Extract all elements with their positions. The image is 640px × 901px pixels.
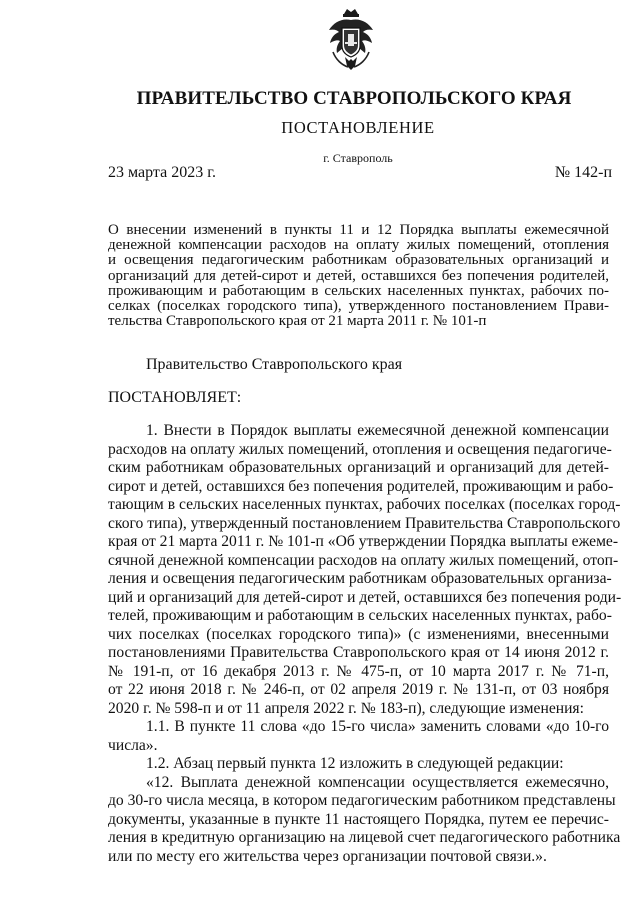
body-line: документы, указанные в пункте 11 настоящего Порядка, путем ее перечис- bbox=[108, 810, 609, 828]
subject-line: и освещения педагогическим работникам образовательных организаций и bbox=[108, 252, 609, 269]
body-line: до 30-го числа месяца, в котором педагогическим работником представлены bbox=[108, 792, 616, 809]
body-line: постановлениями Правительства Ставропольского края от 14 июня 2012 г. bbox=[108, 644, 609, 661]
preamble: Правительство Ставропольского края bbox=[146, 356, 403, 373]
body-line: края от 21 марта 2011 г. № 101-п «Об утверждении Порядка выплаты ежеме- bbox=[108, 533, 619, 550]
body-line: № 191-п, от 16 декабря 2013 г. № 475-п, от 10 марта 2017 г. № 71-п, bbox=[108, 662, 609, 680]
city: г. Ставрополь bbox=[323, 151, 393, 165]
body-line: ским работникам образовательных организаций и организаций для детей- bbox=[108, 459, 609, 476]
body-line: от 22 июня 2018 г. № 246-п, от 02 апреля 2019 г. № 131-п, от 03 ноября bbox=[108, 681, 609, 698]
document-body bbox=[108, 422, 622, 866]
subject-line: тельства Ставропольского края от 21 марта 2011 г. № 101-п bbox=[108, 313, 487, 330]
document-number: № 142-п bbox=[554, 164, 612, 181]
body-line: ций и организаций для детей-сирот и детей, оставшихся без попечения роди- bbox=[108, 588, 622, 606]
government-title: ПРАВИТЕЛЬСТВО СТАВРОПОЛЬСКОГО КРАЯ bbox=[136, 88, 572, 109]
body-line: «12. Выплата денежной компенсации осуществляется ежемесячно, bbox=[146, 773, 609, 791]
body-line: чих поселках (поселках городского типа)» (с изменениями, внесенными bbox=[108, 625, 609, 643]
document-subject bbox=[108, 223, 609, 329]
subject-line: селках (поселках городского типа), утвержденного постановлением Прави- bbox=[108, 297, 609, 314]
resolves-heading: ПОСТАНОВЛЯЕТ: bbox=[108, 389, 242, 406]
body-line: тающим в сельских населенных пунктах, рабочих поселках (поселках город- bbox=[108, 496, 621, 513]
subject-line: О внесении изменений в пункты 11 и 12 Порядка выплаты ежемесячной bbox=[108, 222, 609, 238]
body-line: ления в кредитную организацию на лицевой счет педагогического работника bbox=[108, 829, 621, 846]
body-line: 1. Внести в Порядок выплаты ежемесячной денежной компенсации bbox=[146, 422, 609, 439]
body-line: 1.2. Абзац первый пункта 12 изложить в следующей редакции: bbox=[146, 755, 564, 772]
body-line: ления и освещения педагогическим работникам образовательных организа- bbox=[108, 570, 612, 587]
body-line: 1.1. В пункте 11 слова «до 15-го числа» заменить словами «до 10-го bbox=[146, 718, 609, 735]
document-date: 23 марта 2023 г. bbox=[108, 164, 216, 181]
body-line: или по месту его жительства через организации почтовой связи.». bbox=[108, 847, 547, 865]
subject-line: проживающим и работающим в сельских населенных пунктах, рабочих по- bbox=[108, 282, 609, 299]
document-type: ПОСТАНОВЛЕНИЕ bbox=[281, 118, 435, 137]
body-line: телей, проживающим и работающим в сельских населенных пунктах, рабо- bbox=[108, 607, 612, 624]
coat-of-arms-emblem bbox=[326, 8, 376, 72]
body-line: ского типа), утвержденный постановлением Правительства Ставропольского bbox=[108, 514, 621, 532]
body-line: сирот и детей, оставшихся без попечения родителей, проживающим и рабо- bbox=[108, 477, 614, 495]
subject-line: денежной компенсации расходов на оплату жилых помещений, отопления bbox=[108, 237, 609, 254]
body-line: числа». bbox=[108, 736, 158, 754]
body-line: сячной денежной компенсации расходов на оплату жилых помещений, отоп- bbox=[108, 551, 619, 569]
body-line: расходов на оплату жилых помещений, отопления и освещения педагогиче- bbox=[108, 440, 612, 458]
subject-line: организаций для детей-сирот и детей, оставшихся без попечения родителей, bbox=[108, 267, 609, 284]
body-line: 2020 г. № 598-п и от 11 апреля 2022 г. № 183-п), следующие изменения: bbox=[108, 699, 584, 717]
